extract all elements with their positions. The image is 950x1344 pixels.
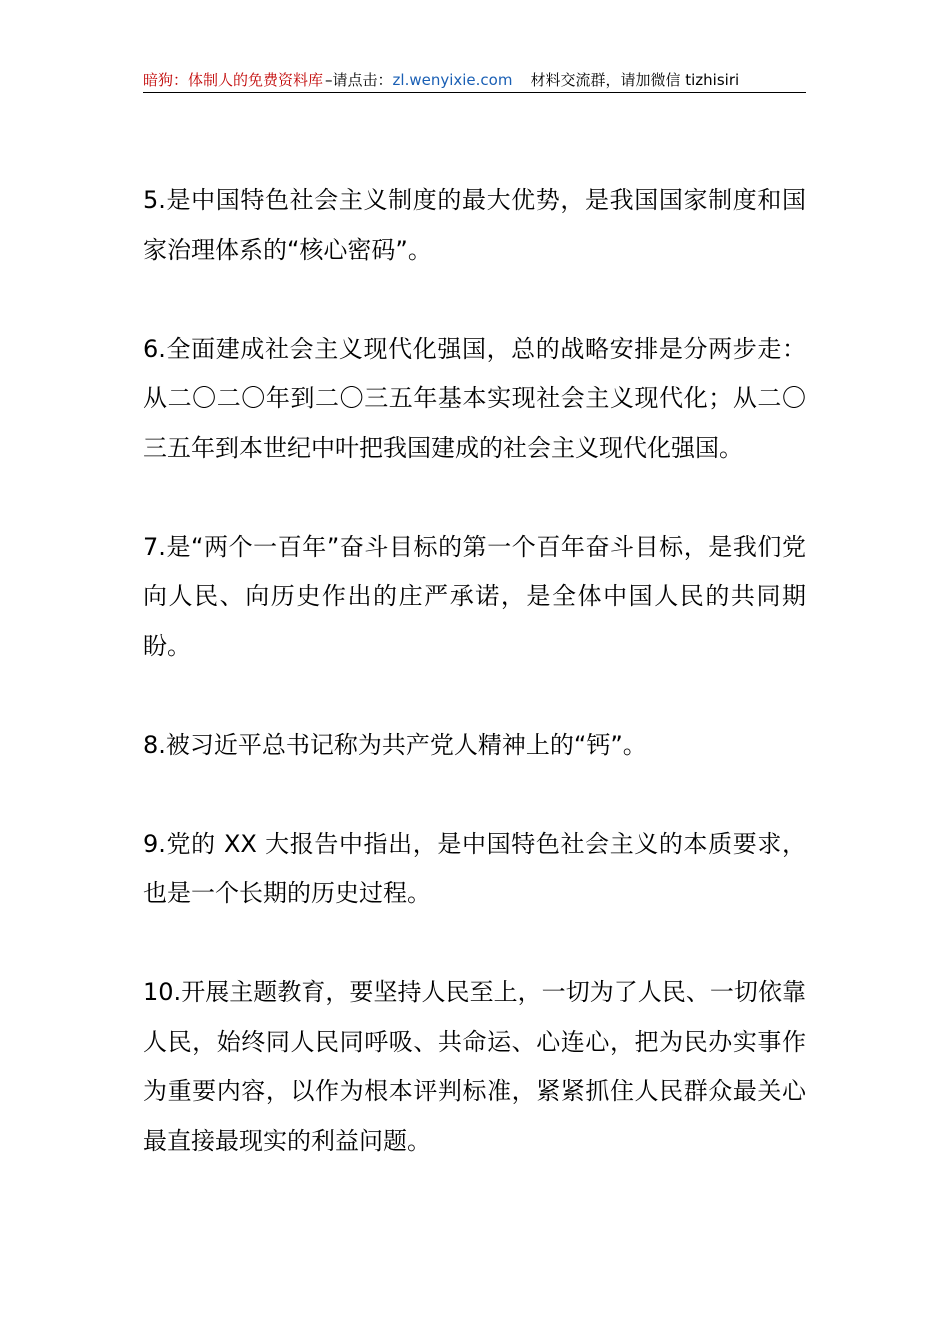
page-header	[143, 68, 806, 93]
question-7: 7.是“两个一百年”奋斗目标的第一个百年奋斗目标，是我们党向人民、向历史作出的庄严承诺，是全体中国人民的共同期盼。	[143, 532, 806, 660]
question-6: 6.全面建成社会主义现代化强国，总的战略安排是分两步走：从二〇二〇年到二〇三五年基本实现社会主义现代化；从二〇三五年到本世纪中叶把我国建成的社会主义现代化强国。	[143, 334, 806, 462]
question-9: 9.党的 XX 大报告中指出，是中国特色社会主义的本质要求，也是一个长期的历史过程。	[143, 829, 806, 907]
header-group-note: 材料交流群，请加微信 tizhisiri	[530, 71, 740, 89]
header-link[interactable]: zl.wenyixie.com	[392, 71, 513, 89]
question-5: 5.是中国特色社会主义制度的最大优势，是我国国家制度和国家治理体系的“核心密码”。	[143, 186, 806, 264]
header-prompt: –请点击：	[325, 71, 393, 89]
question-10: 10.开展主题教育，要坚持人民至上，一切为了人民、一切依靠人民，始终同人民同呼吸、共命运、心连心，把为民办实事作为重要内容，以作为根本评判标准，紧紧抓住人民群众最关心最直接最现实的利益问题。	[143, 978, 806, 1155]
question-8: 8.被习近平总书记称为共产党人精神上的“钙”。	[143, 730, 647, 759]
document-body	[143, 176, 806, 1166]
header-brand: 暗狗：体制人的免费资料库	[143, 71, 324, 89]
